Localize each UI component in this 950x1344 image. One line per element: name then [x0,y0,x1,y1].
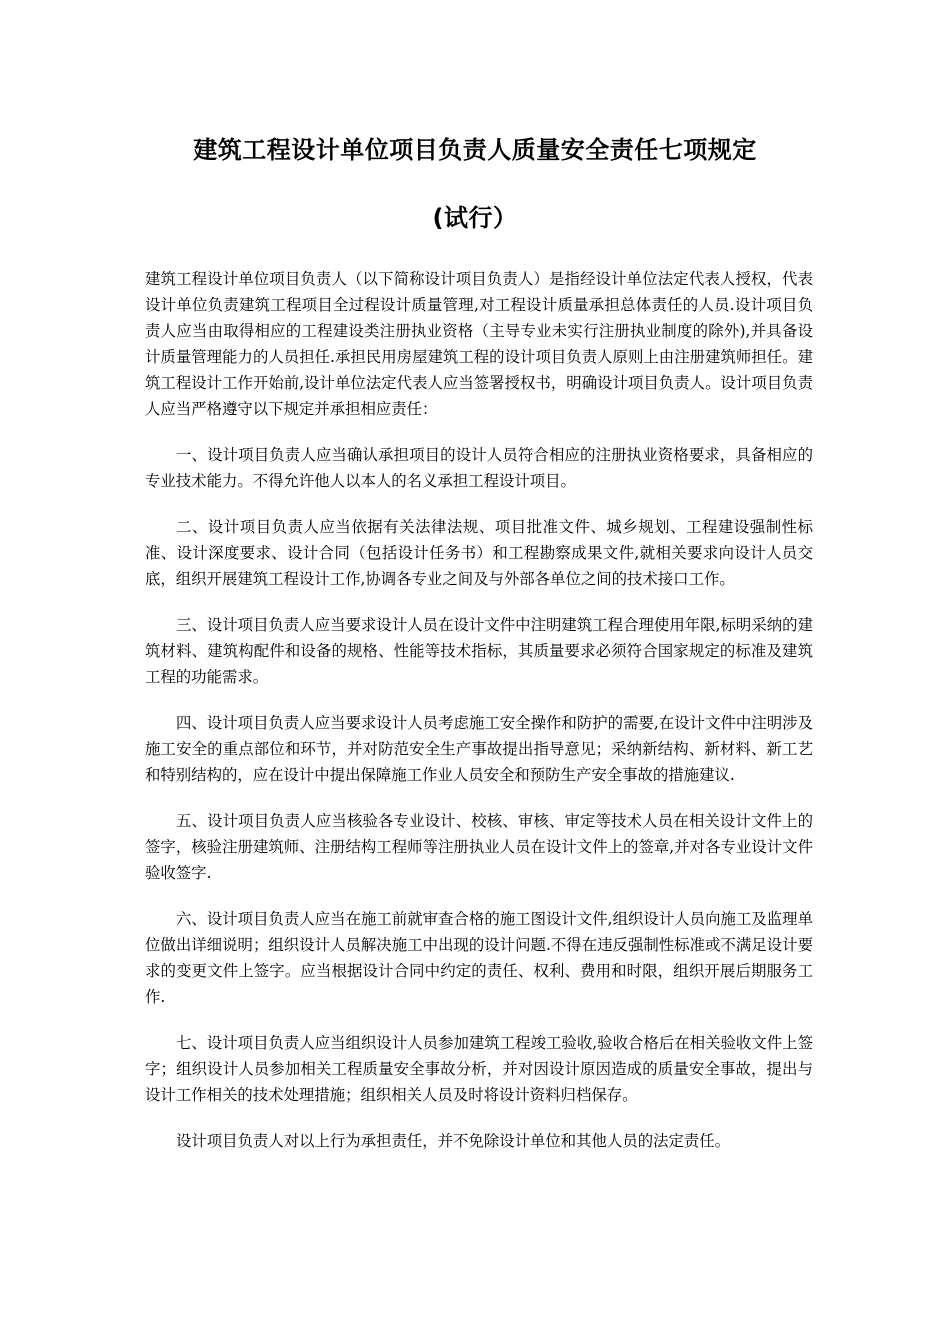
rule-1-paragraph: 一、设计项目负责人应当确认承担项目的设计人员符合相应的注册执业资格要求，具备相应的专业技术能力。不得允许他人以本人的名义承担工程设计项目。 [145,446,813,490]
intro-paragraph: 建筑工程设计单位项目负责人（以下简称设计项目负责人）是指经设计单位法定代表人授权，代表设计单位负责建筑工程项目全过程设计质量管理,对工程设计质量承担总体责任的人员.设计项目负责人应当由取得相应的工程建设类注册执业资格（主导专业未实行注册执业制度的除外),并具备设计质量管理能力的人员担任.承担民用房屋建筑工程的设计项目负责人原则上由注册建筑师担任。建筑工程设计工作开始前,设计单位法定代表人应当签署授权书，明确设计项目负责人。设计项目负责人应当严格遵守以下规定并承担相应责任： [145,270,813,418]
document-title: 建筑工程设计单位项目负责人质量安全责任七项规定 [193,136,757,164]
document-body [145,266,813,1174]
rule-6-paragraph: 六、设计项目负责人应当在施工前就审查合格的施工图设计文件,组织设计人员向施工及监理单位做出详细说明；组织设计人员解决施工中出现的设计问题.不得在违反强制性标准或不满足设计要求的变更文件上签字。应当根据设计合同中约定的责任、权利、费用和时限，组织开展后期服务工作. [145,910,813,1006]
rule-7-paragraph: 七、设计项目负责人应当组织设计人员参加建筑工程竣工验收,验收合格后在相关验收文件上签字；组织设计人员参加相关工程质量安全事故分析，并对因设计原因造成的质量安全事故，提出与设计工作相关的技术处理措施；组织相关人员及时将设计资料归档保存。 [145,1034,813,1104]
closing-paragraph: 设计项目负责人对以上行为承担责任，并不免除设计单位和其他人员的法定责任。 [176,1132,731,1150]
document-subtitle: (试行） [432,204,518,232]
rule-3-paragraph: 三、设计项目负责人应当要求设计人员在设计文件中注明建筑工程合理使用年限,标明采纳的建筑材料、建筑构配件和设备的规格、性能等技术指标，其质量要求必须符合国家规定的标准及建筑工程的功能需求。 [145,616,813,686]
rule-2-paragraph: 二、设计项目负责人应当依据有关法律法规、项目批准文件、城乡规划、工程建设强制性标准、设计深度要求、设计合同（包括设计任务书）和工程勘察成果文件,就相关要求向设计人员交底，组织开展建筑工程设计工作,协调各专业之间及与外部各单位之间的技术接口工作。 [145,518,813,588]
rule-5-paragraph: 五、设计项目负责人应当核验各专业设计、校核、审核、审定等技术人员在相关设计文件上的签字，核验注册建筑师、注册结构工程师等注册执业人员在设计文件上的签章,并对各专业设计文件验收签字. [145,812,813,882]
rule-4-paragraph: 四、设计项目负责人应当要求设计人员考虑施工安全操作和防护的需要,在设计文件中注明涉及施工安全的重点部位和环节，并对防范安全生产事故提出指导意见；采纳新结构、新材料、新工艺和特别结构的，应在设计中提出保障施工作业人员安全和预防生产安全事故的措施建议. [145,714,813,784]
